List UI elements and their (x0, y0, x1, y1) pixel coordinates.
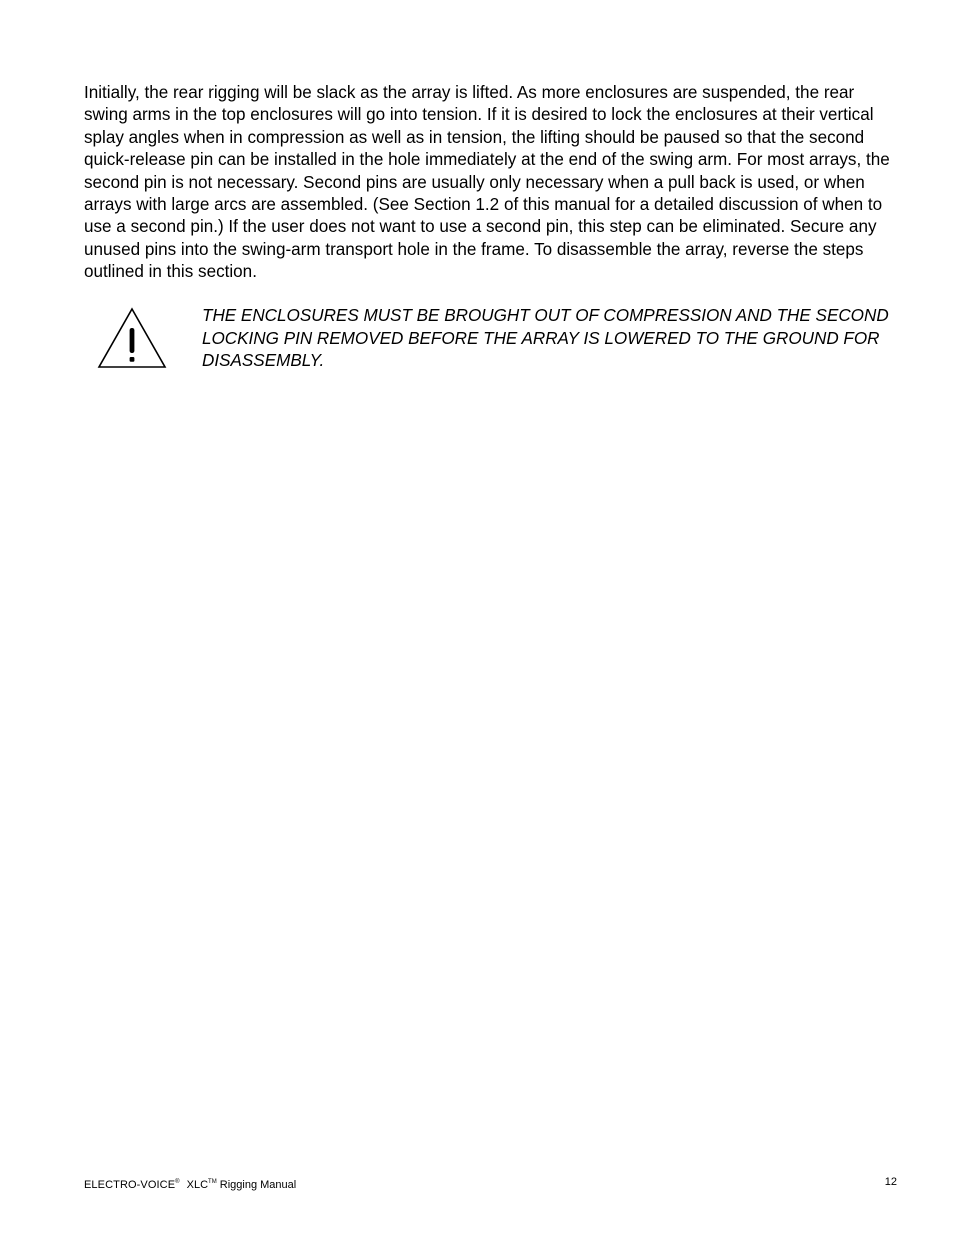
footer-registered-mark: ® (175, 1179, 180, 1185)
warning-callout (88, 296, 896, 386)
footer-manual-title: Rigging Manual (219, 1179, 297, 1191)
warning-triangle-icon (96, 306, 168, 370)
footer-product: XLC (186, 1179, 209, 1191)
body-paragraph: Initially, the rear rigging will be slack as the array is lifted. As more enclosures are suspended, the rear swing arms in the top enclosures will go into tension. If it is desired to lock the enclosures at their vertical splay angles when in compression as well as in tension, the lifting should be paused so that the second quick-release pin can be installed in the hole immediately at the end of the swing arm. For most arrays, the second pin is not necessary. Second pins are usually only necessary when a pull back is used, or when arrays with large arcs are assembled. (See Section 1.2 of this manual for a detailed discussion of when to use a second pin.) If the user does not want to use a second pin, this step can be eliminated. Secure any unused pins into the swing-arm transport hole in the frame. To disassemble the array, reverse the steps outlined in this section. (84, 83, 890, 282)
footer-title (84, 1175, 296, 1192)
page-number: 12 (884, 1176, 897, 1188)
footer-brand: ELECTRO-VOICE (84, 1179, 176, 1191)
footer-trademark: TM (208, 1179, 217, 1185)
warning-text: THE ENCLOSURES MUST BE BROUGHT OUT OF COMPRESSION AND THE SECOND LOCKING PIN REMOVED BEFORE THE ARRAY IS LOWERED TO THE GROUND FOR DISASSEMBLY. (202, 306, 889, 371)
